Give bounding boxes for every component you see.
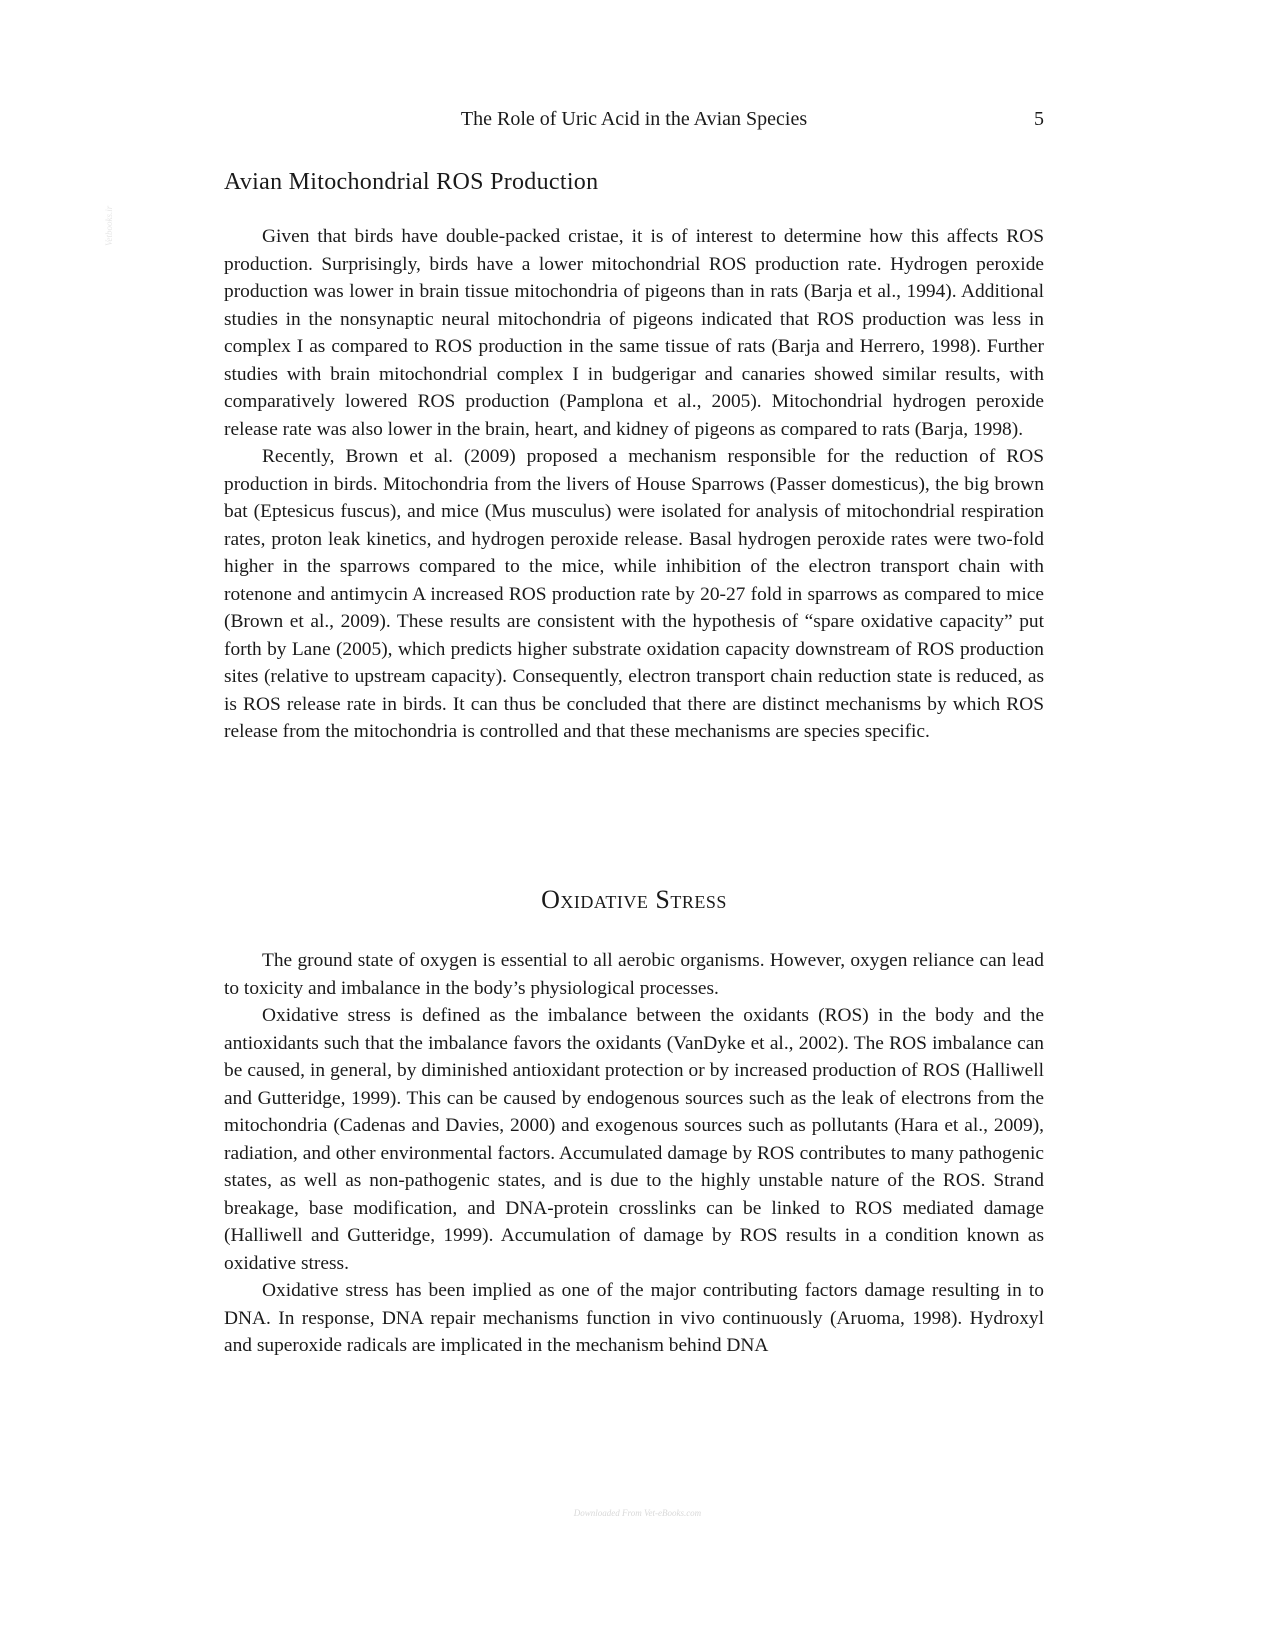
footer-watermark: Downloaded From Vet-eBooks.com — [573, 1508, 702, 1518]
section-body-oxidative-stress — [224, 947, 1044, 1360]
running-header — [224, 105, 1044, 133]
side-watermark: Vetbooks.ir — [104, 205, 114, 246]
paragraph: Oxidative stress is defined as the imbalance between the oxidants (ROS) in the body and the antioxidants such that the imbalance favors the oxidants (VanDyke et al., 2002). The ROS imbalance can be caused, in general, by diminished antioxidant protection or by increased production of ROS (Halliwell and Gutteridge, 1999). This can be caused by endogenous sources such as the leak of electrons from the mitochondria (Cadenas and Davies, 2000) and exogenous sources such as pollutants (Hara et al., 2009), radiation, and other environmental factors. Accumulated damage by ROS contributes to many pathogenic states, as well as non-pathogenic states, and is due to the highly unstable nature of the ROS. Strand breakage, base modification, and DNA-protein crosslinks can be linked to ROS mediated damage (Halliwell and Gutteridge, 1999). Accumulation of damage by ROS results in a condition known as oxidative stress. — [224, 1005, 1044, 1274]
paragraph: Oxidative stress has been implied as one of the major contributing factors damage resulting in to DNA. In response, DNA repair mechanisms function in vivo continuously (Aruoma, 1998). Hydroxyl and superoxide radicals are implicated in the mechanism behind DNA — [224, 1280, 1044, 1356]
paragraph: The ground state of oxygen is essential to all aerobic organisms. However, oxygen reliance can lead to toxicity and imbalance in the body’s physiological processes. — [224, 950, 1044, 999]
paragraph: Recently, Brown et al. (2009) proposed a mechanism responsible for the reduction of ROS production in birds. Mitochondria from the livers of House Sparrows (Passer domesticus), the big brown bat (Eptesicus fuscus), and mice (Mus musculus) were isolated for analysis of mitochondrial respiration rates, proton leak kinetics, and hydrogen peroxide release. Basal hydrogen peroxide rates were two-fold higher in the sparrows compared to the mice, while inhibition of the electron transport chain with rotenone and antimycin A increased ROS production rate by 20-27 fold in sparrows as compared to mice (Brown et al., 2009). These results are consistent with the hypothesis of “spare oxidative capacity” put forth by Lane (2005), which predicts higher substrate oxidation capacity downstream of ROS production sites (relative to upstream capacity). Consequently, electron transport chain reduction state is reduced, as is ROS release rate in birds. It can thus be concluded that there are distinct mechanisms by which ROS release from the mitochondria is controlled and that these mechanisms are species specific. — [224, 446, 1044, 742]
section-heading-oxidative-stress: Oxidative Stress — [541, 885, 727, 914]
paragraph: Given that birds have double-packed cristae, it is of interest to determine how this affects ROS production. Surprisingly, birds have a lower mitochondrial ROS production rate. Hydrogen peroxide production was lower in brain tissue mitochondria of pigeons than in rats (Barja et al., 1994). Additional studies in the nonsynaptic neural mitochondria of pigeons indicated that ROS production was less in complex I as compared to ROS production in the same tissue of rats (Barja and Herrero, 1998). Further studies with brain mitochondrial complex I in budgerigar and canaries showed similar results, with comparatively lowered ROS production (Pamplona et al., 2005). Mitochondrial hydrogen peroxide release rate was also lower in the brain, heart, and kidney of pigeons as compared to rats (Barja, 1998). — [224, 226, 1044, 440]
section-body-avian-mitochondrial-ros — [224, 223, 1044, 746]
running-title: The Role of Uric Acid in the Avian Species — [460, 108, 808, 130]
page-number: 5 — [1034, 108, 1044, 130]
section-heading-avian-mitochondrial-ros: Avian Mitochondrial ROS Production — [224, 169, 599, 195]
